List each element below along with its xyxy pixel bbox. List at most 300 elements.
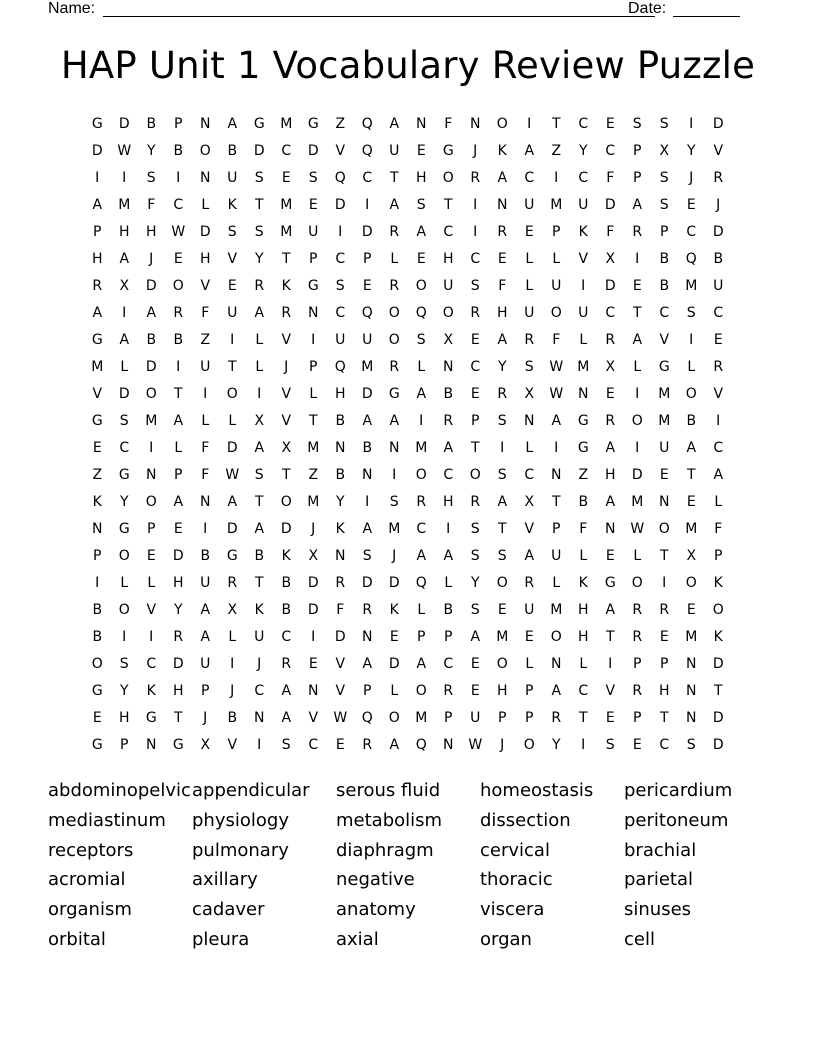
grid-letter: R: [362, 737, 373, 753]
grid-letter: A: [200, 602, 211, 618]
grid-letter: S: [470, 521, 481, 537]
grid-letter: V: [281, 386, 292, 402]
grid-letter: B: [281, 575, 292, 591]
grid-letter: S: [308, 170, 319, 186]
grid-letter: T: [254, 494, 265, 510]
grid-letter: G: [118, 521, 131, 537]
grid-letter: N: [686, 710, 697, 726]
grid-letter: H: [442, 251, 455, 267]
grid-letter: R: [632, 683, 643, 699]
grid-letter: L: [687, 359, 696, 375]
grid-letter: I: [473, 197, 478, 213]
grid-letter: U: [713, 278, 724, 294]
word-bank-item: appendicular: [192, 780, 310, 801]
word-bank-item: homeostasis: [480, 780, 594, 801]
grid-letter: B: [92, 629, 103, 645]
grid-letter: F: [201, 305, 210, 321]
grid-letter: K: [92, 494, 103, 510]
word-bank-item: orbital: [48, 928, 106, 950]
grid-letter: O: [118, 602, 131, 618]
grid-letter: O: [496, 116, 509, 132]
grid-letter: M: [415, 710, 428, 726]
grid-letter: B: [200, 548, 211, 564]
grid-letter: X: [524, 494, 535, 510]
grid-letter: A: [524, 548, 535, 564]
grid-letter: B: [146, 116, 157, 132]
grid-letter: A: [389, 116, 400, 132]
grid-letter: O: [631, 575, 644, 591]
grid-letter: A: [362, 521, 373, 537]
grid-letter: I: [500, 440, 505, 456]
grid-letter: T: [173, 386, 184, 402]
grid-letter: M: [361, 359, 374, 375]
grid-letter: S: [254, 224, 265, 240]
grid-letter: Y: [470, 575, 481, 591]
grid-letter: K: [281, 278, 292, 294]
grid-letter: P: [525, 710, 534, 726]
grid-letter: A: [254, 305, 265, 321]
grid-letter: A: [281, 710, 292, 726]
grid-letter: A: [362, 656, 373, 672]
grid-letter: E: [308, 197, 319, 213]
grid-letter: L: [228, 413, 237, 429]
grid-letter: E: [470, 332, 481, 348]
grid-letter: H: [145, 224, 158, 240]
grid-letter: O: [226, 386, 239, 402]
grid-letter: X: [254, 413, 265, 429]
grid-letter: W: [225, 467, 240, 483]
grid-letter: G: [307, 116, 320, 132]
grid-letter: Y: [497, 359, 508, 375]
grid-letter: B: [443, 386, 454, 402]
grid-letter: I: [635, 386, 640, 402]
grid-letter: U: [200, 656, 211, 672]
grid-letter: H: [118, 224, 131, 240]
grid-letter: P: [417, 629, 426, 645]
grid-letter: L: [525, 440, 534, 456]
grid-letter: M: [658, 413, 671, 429]
grid-letter: L: [417, 602, 426, 618]
grid-letter: W: [549, 386, 564, 402]
grid-letter: T: [551, 116, 562, 132]
grid-letter: U: [443, 278, 454, 294]
grid-letter: E: [686, 494, 697, 510]
grid-letter: C: [605, 305, 616, 321]
grid-letter: R: [551, 710, 562, 726]
grid-letter: F: [444, 116, 453, 132]
grid-letter: C: [578, 116, 589, 132]
grid-letter: O: [685, 575, 698, 591]
grid-letter: S: [416, 332, 427, 348]
grid-letter: A: [173, 413, 184, 429]
grid-letter: Q: [415, 305, 428, 321]
grid-letter: A: [416, 656, 427, 672]
grid-letter: E: [470, 386, 481, 402]
grid-letter: E: [146, 548, 157, 564]
grid-letter: D: [145, 278, 158, 294]
grid-letter: E: [659, 467, 670, 483]
grid-letter: O: [523, 737, 536, 753]
grid-letter: B: [254, 548, 265, 564]
grid-letter: C: [146, 656, 157, 672]
grid-letter: Y: [173, 602, 184, 618]
page-title: HAP Unit 1 Vocabulary Review Puzzle: [60, 44, 756, 87]
grid-letter: A: [443, 548, 454, 564]
grid-letter: N: [362, 467, 373, 483]
grid-letter: I: [95, 575, 100, 591]
grid-letter: Q: [361, 710, 374, 726]
grid-letter: G: [145, 710, 158, 726]
grid-letter: U: [524, 602, 535, 618]
grid-letter: I: [608, 656, 613, 672]
grid-letter: Q: [361, 116, 374, 132]
grid-letter: I: [554, 170, 559, 186]
grid-letter: S: [686, 737, 697, 753]
grid-letter: I: [176, 170, 181, 186]
word-bank-item: mediastinum: [48, 809, 166, 831]
grid-letter: P: [201, 683, 210, 699]
grid-letter: K: [713, 629, 724, 645]
grid-letter: X: [605, 251, 616, 267]
grid-letter: K: [578, 575, 589, 591]
grid-letter: D: [604, 197, 617, 213]
grid-letter: M: [685, 521, 698, 537]
grid-letter: T: [551, 494, 562, 510]
grid-letter: A: [173, 494, 184, 510]
grid-letter: U: [308, 224, 319, 240]
grid-letter: C: [335, 251, 346, 267]
word-bank-item: serous fluid: [336, 780, 441, 801]
grid-letter: O: [712, 602, 725, 618]
grid-letter: R: [470, 494, 481, 510]
grid-letter: X: [443, 332, 454, 348]
grid-letter: N: [335, 548, 346, 564]
grid-letter: A: [632, 332, 643, 348]
grid-letter: T: [281, 467, 292, 483]
grid-letter: R: [632, 224, 643, 240]
grid-letter: F: [498, 278, 507, 294]
grid-letter: N: [146, 737, 157, 753]
grid-letter: V: [335, 656, 346, 672]
grid-letter: O: [118, 548, 131, 564]
grid-letter: B: [686, 413, 697, 429]
grid-letter: E: [335, 737, 346, 753]
grid-letter: V: [335, 683, 346, 699]
grid-letter: U: [551, 278, 562, 294]
grid-letter: H: [577, 602, 590, 618]
grid-letter: O: [91, 656, 104, 672]
grid-letter: A: [389, 737, 400, 753]
grid-letter: R: [335, 575, 346, 591]
grid-letter: B: [659, 278, 670, 294]
grid-letter: P: [363, 251, 372, 267]
grid-letter: I: [149, 440, 154, 456]
grid-letter: L: [255, 359, 264, 375]
grid-letter: Y: [335, 494, 346, 510]
grid-letter: P: [174, 467, 183, 483]
grid-letter: G: [442, 143, 455, 159]
grid-letter: D: [631, 467, 644, 483]
word-bank-item: pericardium: [624, 780, 733, 801]
grid-letter: I: [581, 737, 586, 753]
grid-letter: M: [631, 494, 644, 510]
grid-letter: K: [254, 602, 265, 618]
grid-letter: T: [659, 710, 670, 726]
grid-letter: Y: [578, 143, 589, 159]
grid-letter: R: [524, 575, 535, 591]
grid-letter: T: [308, 413, 319, 429]
grid-letter: P: [525, 683, 534, 699]
grid-letter: R: [713, 170, 724, 186]
grid-letter: U: [659, 440, 670, 456]
grid-letter: J: [500, 737, 505, 753]
grid-letter: F: [201, 467, 210, 483]
grid-letter: D: [307, 575, 320, 591]
grid-letter: C: [335, 305, 346, 321]
grid-letter: R: [524, 332, 535, 348]
grid-letter: H: [172, 683, 185, 699]
grid-letter: N: [659, 494, 670, 510]
grid-letter: N: [605, 521, 616, 537]
grid-letter: T: [254, 197, 265, 213]
grid-letter: M: [118, 197, 131, 213]
grid-letter: G: [91, 737, 104, 753]
grid-letter: R: [281, 656, 292, 672]
grid-letter: A: [254, 440, 265, 456]
word-bank-item: metabolism: [336, 809, 443, 831]
grid-letter: Q: [685, 251, 698, 267]
grid-letter: O: [469, 467, 482, 483]
grid-letter: E: [92, 440, 103, 456]
grid-letter: E: [605, 116, 616, 132]
grid-letter: L: [525, 251, 534, 267]
word-bank-item: axillary: [192, 869, 258, 891]
grid-letter: P: [444, 710, 453, 726]
grid-letter: R: [497, 386, 508, 402]
grid-letter: F: [606, 224, 615, 240]
grid-letter: S: [119, 656, 130, 672]
grid-letter: Q: [361, 305, 374, 321]
grid-letter: L: [552, 251, 561, 267]
grid-letter: D: [91, 143, 104, 159]
grid-letter: P: [93, 224, 102, 240]
grid-letter: E: [632, 278, 643, 294]
grid-letter: A: [119, 332, 130, 348]
grid-letter: E: [524, 629, 535, 645]
grid-letter: M: [145, 413, 158, 429]
grid-letter: J: [689, 170, 694, 186]
grid-letter: L: [633, 359, 642, 375]
header: [48, 0, 740, 20]
grid-letter: J: [203, 710, 208, 726]
grid-letter: L: [147, 575, 156, 591]
grid-letter: E: [632, 737, 643, 753]
grid-letter: S: [470, 602, 481, 618]
word-bank: [48, 777, 768, 956]
grid-letter: U: [578, 305, 589, 321]
grid-letter: Z: [92, 467, 103, 483]
grid-letter: N: [551, 467, 562, 483]
grid-letter: C: [659, 305, 670, 321]
grid-letter: J: [473, 143, 478, 159]
grid-letter: C: [281, 143, 292, 159]
grid-letter: Z: [308, 467, 319, 483]
grid-letter: Y: [551, 737, 562, 753]
word-bank-item: negative: [336, 869, 415, 891]
grid-letter: O: [442, 305, 455, 321]
grid-letter: K: [281, 548, 292, 564]
grid-letter: M: [550, 602, 563, 618]
grid-letter: N: [200, 170, 211, 186]
grid-letter: Y: [146, 143, 157, 159]
grid-letter: M: [307, 494, 320, 510]
grid-letter: R: [470, 170, 481, 186]
grid-letter: C: [443, 656, 454, 672]
grid-letter: X: [605, 359, 616, 375]
grid-letter: L: [579, 548, 588, 564]
grid-letter: C: [362, 170, 373, 186]
grid-letter: C: [578, 170, 589, 186]
grid-letter: E: [416, 251, 427, 267]
grid-letter: H: [658, 683, 671, 699]
grid-letter: I: [203, 521, 208, 537]
grid-letter: B: [92, 602, 103, 618]
grid-letter: H: [334, 386, 347, 402]
grid-letter: H: [496, 683, 509, 699]
grid-letter: P: [309, 359, 318, 375]
grid-letter: C: [416, 521, 427, 537]
grid-letter: E: [524, 224, 535, 240]
grid-letter: I: [311, 332, 316, 348]
grid-letter: D: [280, 521, 293, 537]
grid-letter: C: [524, 170, 535, 186]
grid-letter: S: [632, 116, 643, 132]
grid-letter: Y: [119, 683, 130, 699]
grid-letter: V: [281, 413, 292, 429]
grid-letter: A: [416, 224, 427, 240]
grid-letter: D: [712, 737, 725, 753]
grid-letter: N: [200, 494, 211, 510]
grid-letter: R: [254, 278, 265, 294]
grid-letter: E: [605, 386, 616, 402]
grid-letter: F: [606, 170, 615, 186]
grid-letter: B: [578, 494, 589, 510]
grid-letter: V: [659, 332, 670, 348]
grid-letter: A: [551, 413, 562, 429]
grid-letter: L: [444, 575, 453, 591]
grid-letter: G: [91, 332, 104, 348]
grid-letter: I: [365, 494, 370, 510]
word-bank-item: axial: [336, 928, 379, 950]
grid-letter: B: [335, 467, 346, 483]
grid-letter: H: [604, 467, 617, 483]
grid-letter: K: [227, 197, 238, 213]
word-bank-item: organ: [480, 928, 532, 950]
grid-letter: C: [281, 629, 292, 645]
grid-letter: B: [362, 440, 373, 456]
grid-letter: Z: [578, 467, 589, 483]
word-bank-item: dissection: [480, 809, 571, 831]
grid-letter: J: [392, 548, 397, 564]
grid-letter: I: [149, 629, 154, 645]
grid-letter: D: [253, 143, 266, 159]
grid-letter: S: [659, 197, 670, 213]
grid-letter: D: [712, 116, 725, 132]
grid-letter: A: [470, 629, 481, 645]
grid-letter: S: [227, 224, 238, 240]
word-bank-item: viscera: [480, 899, 545, 921]
grid-letter: A: [389, 413, 400, 429]
grid-letter: U: [389, 143, 400, 159]
grid-letter: I: [635, 251, 640, 267]
grid-letter: O: [280, 494, 293, 510]
word-bank-item: peritoneum: [624, 809, 729, 831]
grid-letter: X: [227, 602, 238, 618]
grid-letter: X: [308, 548, 319, 564]
grid-letter: X: [200, 737, 211, 753]
grid-letter: R: [416, 494, 427, 510]
grid-letter: V: [227, 737, 238, 753]
grid-letter: T: [632, 305, 643, 321]
grid-letter: T: [497, 521, 508, 537]
grid-letter: T: [443, 197, 454, 213]
grid-letter: P: [498, 710, 507, 726]
grid-letter: E: [416, 143, 427, 159]
grid-letter: I: [176, 359, 181, 375]
grid-letter: R: [713, 359, 724, 375]
grid-letter: J: [311, 521, 316, 537]
grid-letter: H: [577, 629, 590, 645]
grid-letter: S: [362, 548, 373, 564]
grid-letter: P: [309, 251, 318, 267]
grid-letter: S: [659, 170, 670, 186]
grid-letter: P: [552, 224, 561, 240]
grid-letter: E: [497, 251, 508, 267]
grid-letter: C: [578, 683, 589, 699]
grid-letter: V: [713, 386, 724, 402]
grid-letter: A: [713, 467, 724, 483]
grid-letter: N: [470, 116, 481, 132]
letter-grid: [84, 111, 732, 759]
grid-letter: C: [470, 359, 481, 375]
grid-letter: X: [281, 440, 292, 456]
grid-letter: U: [200, 575, 211, 591]
grid-letter: B: [146, 332, 157, 348]
grid-letter: C: [686, 224, 697, 240]
grid-letter: G: [388, 386, 401, 402]
grid-letter: D: [712, 224, 725, 240]
grid-letter: V: [578, 251, 589, 267]
grid-letter: P: [633, 710, 642, 726]
grid-letter: M: [415, 440, 428, 456]
grid-letter: F: [552, 332, 561, 348]
grid-letter: A: [497, 170, 508, 186]
grid-letter: D: [118, 116, 131, 132]
grid-letter: B: [713, 251, 724, 267]
grid-letter: T: [713, 683, 724, 699]
grid-letter: R: [389, 224, 400, 240]
name-blank-line: [103, 16, 655, 17]
grid-letter: S: [335, 278, 346, 294]
grid-letter: K: [389, 602, 400, 618]
grid-letter: X: [659, 143, 670, 159]
grid-letter: W: [333, 710, 348, 726]
grid-letter: N: [254, 710, 265, 726]
grid-letter: T: [605, 629, 616, 645]
word-bank-item: cell: [624, 928, 655, 950]
grid-letter: C: [524, 467, 535, 483]
grid-letter: C: [605, 143, 616, 159]
